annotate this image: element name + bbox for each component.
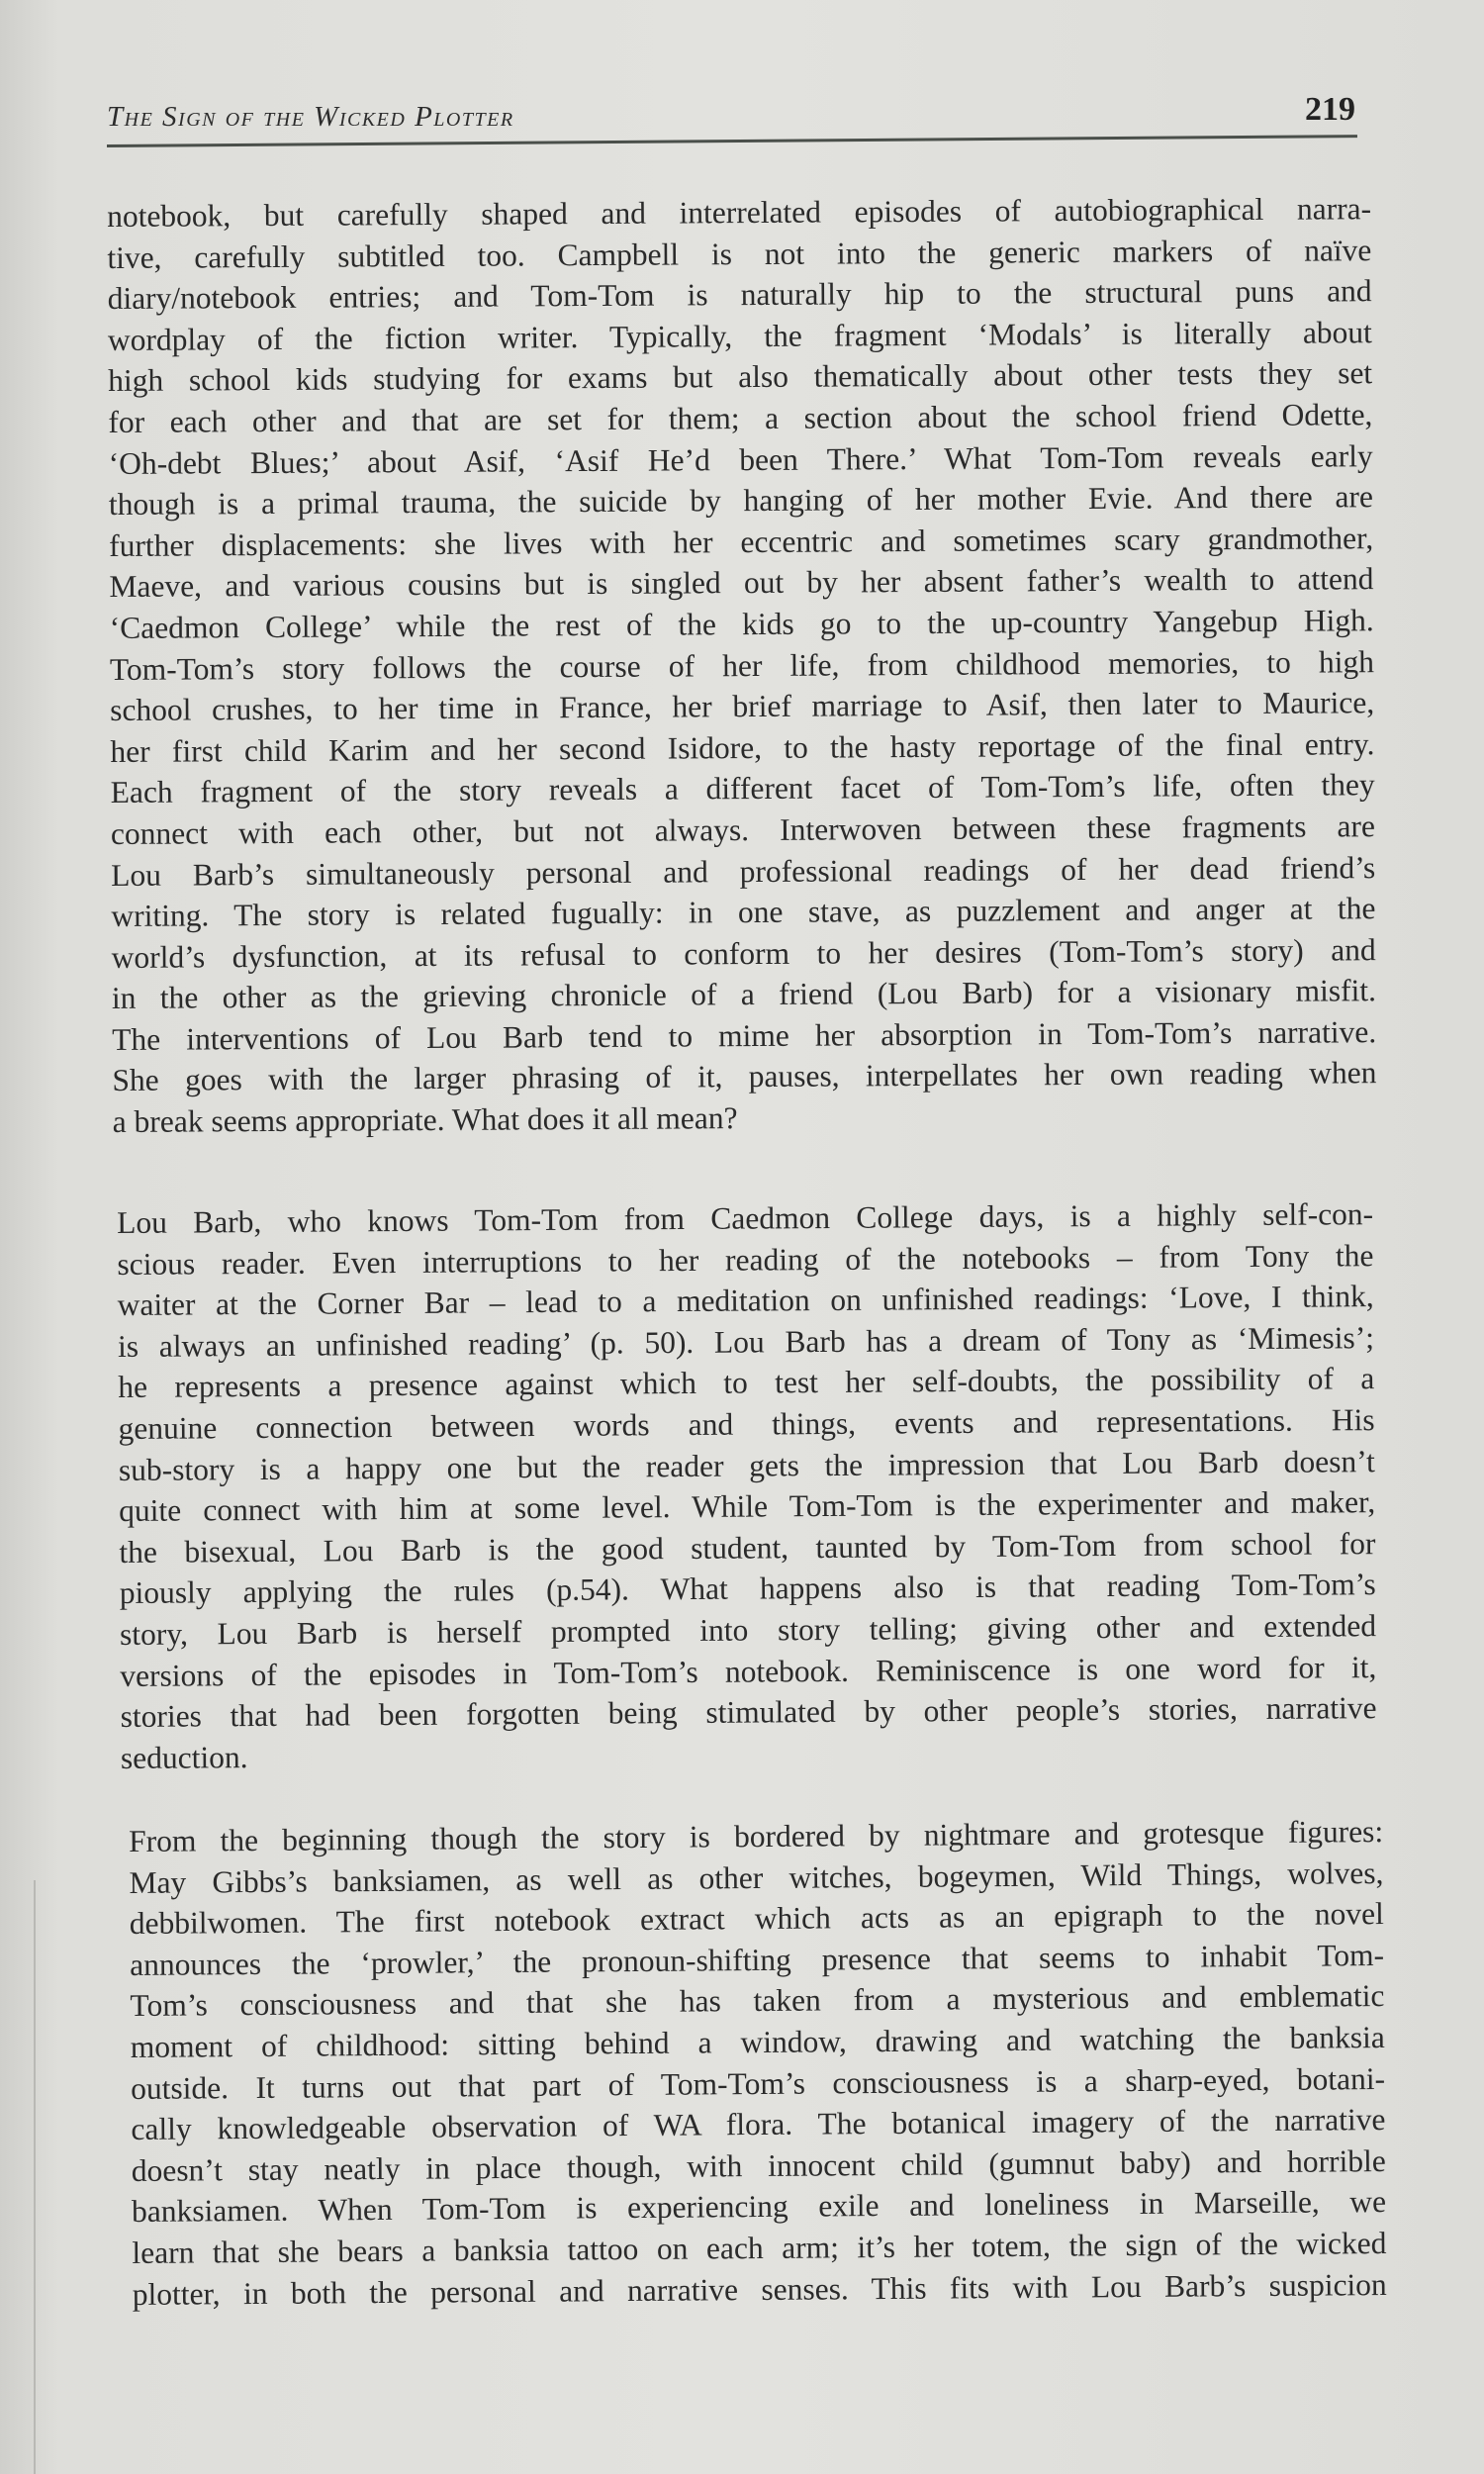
text-line: the bisexual, Lou Barb is the good student, taunted by Tom-Tom from school for	[119, 1525, 1376, 1570]
text-line: school crushes, to her time in France, her brief marriage to Asif, then later to Maurice,	[110, 685, 1375, 728]
text-line: The interventions of Lou Barb tend to mime her absorption in Tom-Tom’s narrative.	[112, 1014, 1377, 1057]
text-line: piously applying the rules (p.54). What happens also is that reading Tom-Tom’s	[119, 1567, 1376, 1611]
text-line: debbilwomen. The first notebook extract which acts as an epigraph to the novel	[129, 1896, 1384, 1942]
text-line: cally knowledgeable observation of WA flora. The botanical imagery of the narrative	[131, 2102, 1386, 2147]
page-number: 219	[1305, 91, 1355, 128]
text-line: Lou Barb, who knows Tom-Tom from Caedmon College days, is a highly self-con-	[117, 1196, 1374, 1240]
page-gutter-shadow	[34, 1880, 36, 2474]
text-line: banksiamen. When Tom-Tom is experiencing exile and loneliness in Marseille, we	[131, 2184, 1387, 2230]
text-line: outside. It turns out that part of Tom-Tom’s consciousness is a sharp-eyed, botani-	[130, 2060, 1386, 2106]
text-line: waiter at the Corner Bar – lead to a meditation on unfinished readings: ‘Love, I think,	[117, 1279, 1374, 1323]
paragraph-3	[129, 1811, 1387, 2315]
text-line: writing. The story is related fugually: in one stave, as puzzlement and anger at the	[111, 891, 1376, 934]
text-line: scious reader. Even interruptions to her reading of the notebooks – from Tony the	[117, 1237, 1374, 1282]
text-line: seduction.	[120, 1739, 248, 1775]
text-line: for each other and that are set for them; a section about the school friend Odette,	[108, 397, 1373, 439]
text-line: a break seems appropriate. What does it all mean?	[112, 1100, 738, 1140]
text-line: though is a primal trauma, the suicide by hanging of her mother Evie. And there are	[108, 479, 1373, 523]
text-line: Tom-Tom’s story follows the course of her life, from childhood memories, to high	[109, 643, 1375, 687]
text-line: versions of the episodes in Tom-Tom’s notebook. Reminiscence is one word for it,	[120, 1649, 1377, 1693]
paragraph-2	[117, 1193, 1377, 1778]
text-line: high school kids studying for exams but also thematically about other tests they set	[108, 355, 1373, 399]
text-line: Each fragment of the story reveals a different facet of Tom-Tom’s life, often they	[110, 767, 1375, 810]
text-line: ‘Oh-debt Blues;’ about Asif, ‘Asif He’d been There.’ What Tom-Tom reveals early	[108, 437, 1373, 481]
text-line: plotter, in both the personal and narrative senses. This fits with Lou Barb’s suspicion	[132, 2266, 1387, 2312]
text-line: tive, carefully subtitled too. Campbell is not into the generic markers of naïve	[107, 232, 1372, 275]
text-line: is always an unfinished reading’ (p. 50). Lou Barb has a dream of Tony as ‘Mimesis’;	[117, 1319, 1375, 1364]
text-line: diary/notebook entries; and Tom-Tom is naturally hip to the structural puns and	[107, 273, 1372, 317]
text-line: story, Lou Barb is herself prompted into story telling; giving other and extended	[119, 1608, 1377, 1652]
text-line: May Gibbs’s banksiamen, as well as other witches, bogeymen, Wild Things, wolves,	[129, 1855, 1384, 1900]
text-line: learn that she bears a banksia tattoo on each arm; it’s her totem, the sign of the wicked	[132, 2225, 1387, 2270]
text-line: announces the ‘prowler,’ the pronoun-shifting presence that seems to inhabit Tom-	[130, 1937, 1385, 1982]
text-line: sub-story is a happy one but the reader gets the impression that Lou Barb doesn’t	[118, 1443, 1375, 1487]
text-line: wordplay of the fiction writer. Typically, the fragment ‘Modals’ is literally about	[107, 314, 1372, 357]
text-line: further displacements: she lives with her eccentric and sometimes scary grandmother,	[109, 520, 1374, 563]
text-line: moment of childhood: sitting behind a window, drawing and watching the banksia	[130, 2020, 1385, 2064]
text-line: stories that had been forgotten being stimulated by other people’s stories, narrative	[120, 1690, 1377, 1735]
text-line: doesn’t stay neatly in place though, with innocent child (gumnut baby) and horrible	[131, 2142, 1386, 2188]
paragraph-1	[107, 188, 1377, 1142]
text-line: She goes with the larger phrasing of it, pauses, interpellates her own reading when	[112, 1055, 1377, 1098]
text-line: her first child Karim and her second Isidore, to the hasty reportage of the final entry.	[110, 725, 1375, 769]
text-line: Tom’s consciousness and that she has taken from a mysterious and emblematic	[130, 1978, 1385, 2024]
text-line: Maeve, and various cousins but is singled out by her absent father’s wealth to attend	[109, 561, 1374, 605]
text-line: Lou Barb’s simultaneously personal and professional readings of her dead friend’s	[111, 849, 1376, 893]
text-line: From the beginning though the story is bordered by nightmare and grotesque figures:	[129, 1814, 1384, 1858]
text-line: connect with each other, but not always. Interwoven between these fragments are	[110, 809, 1376, 851]
text-line: notebook, but carefully shaped and interrelated episodes of autobiographical narra-	[107, 191, 1372, 234]
running-title: The Sign of the Wicked Plotter	[107, 101, 514, 133]
text-line: in the other as the grieving chronicle of a friend (Lou Barb) for a visionary misfit.	[111, 973, 1377, 1016]
text-line: ‘Caedmon College’ while the rest of the kids go to the up-country Yangebup High.	[109, 603, 1374, 645]
text-line: world’s dysfunction, at its refusal to conform to her desires (Tom-Tom’s story) and	[111, 931, 1376, 975]
text-line: quite connect with him at some level. While Tom-Tom is the experimenter and maker,	[119, 1484, 1376, 1529]
text-line: genuine connection between words and things, events and representations. His	[118, 1402, 1375, 1446]
text-line: he represents a presence against which to test her self-doubts, the possibility of a	[118, 1361, 1375, 1405]
